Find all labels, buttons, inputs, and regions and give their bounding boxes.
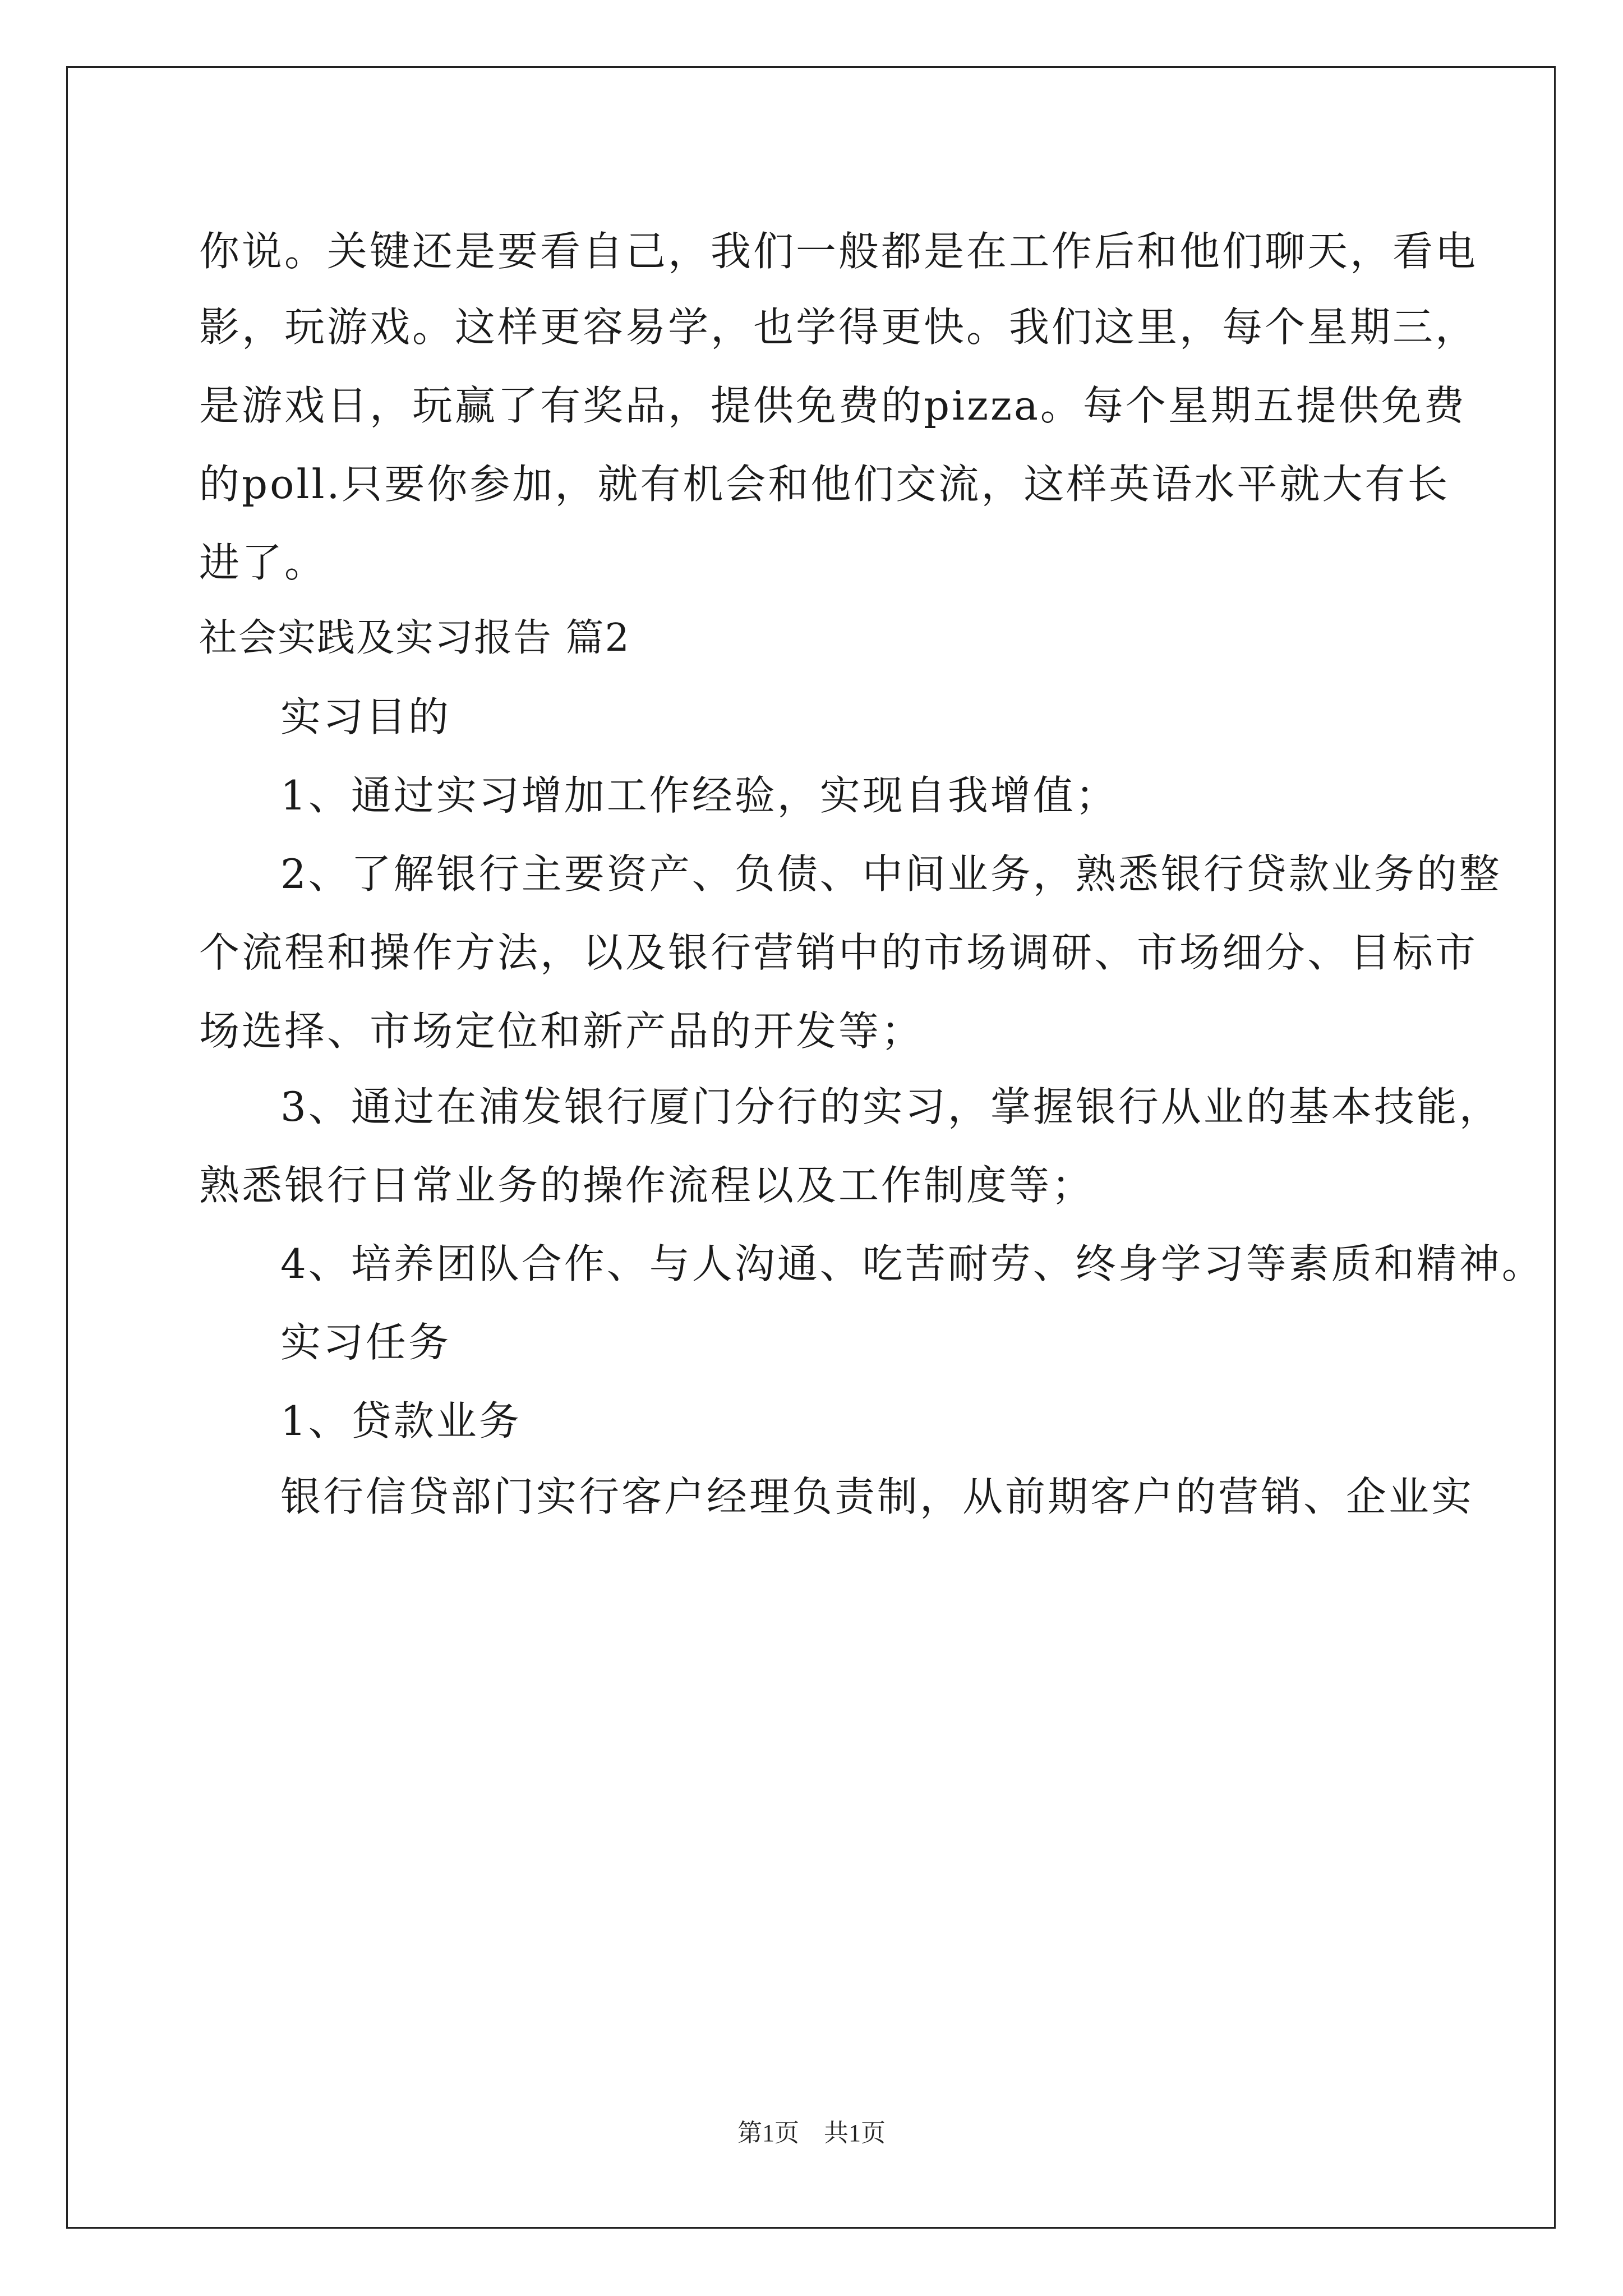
list-item: 2、了解银行主要资产、负债、中间业务，熟悉银行贷款业务的整 — [280, 850, 1502, 898]
paragraph-line: 场选择、市场定位和新产品的开发等； — [199, 1007, 924, 1055]
paragraph-line: 是游戏日，玩赢了有奖品，提供免费的pizza。每个星期五提供免费 — [199, 382, 1467, 429]
section-heading: 社会实践及实习报告 篇2 — [199, 616, 630, 660]
paragraph-line: 进了。 — [199, 539, 328, 586]
page-footer: 第1页 共1页 — [737, 2119, 886, 2147]
subheading: 实习目的 — [280, 693, 451, 740]
list-item: 3、通过在浦发银行厦门分行的实习，掌握银行从业的基本技能， — [280, 1083, 1502, 1130]
paragraph-line: 个流程和操作方法，以及银行营销中的市场调研、市场细分、目标市 — [199, 929, 1478, 976]
subheading: 实习任务 — [280, 1319, 451, 1366]
paragraph-line: 的poll.只要你参加，就有机会和他们交流，这样英语水平就大有长 — [199, 461, 1450, 508]
list-item: 4、培养团队合作、与人沟通、吃苦耐劳、终身学习等素质和精神。 — [280, 1240, 1544, 1287]
list-item: 1、贷款业务 — [280, 1397, 522, 1444]
paragraph-line: 熟悉银行日常业务的操作流程以及工作制度等； — [199, 1162, 1095, 1209]
paragraph-line: 影，玩游戏。这样更容易学，也学得更快。我们这里，每个星期三， — [199, 303, 1478, 351]
paragraph-line: 你说。关键还是要看自己，我们一般都是在工作后和他们聊天，看电 — [199, 228, 1478, 275]
list-item: 1、通过实习增加工作经验，实现自我增值； — [280, 772, 1118, 819]
paragraph-line: 银行信贷部门实行客户经理负责制，从前期客户的营销、企业实 — [280, 1473, 1474, 1520]
